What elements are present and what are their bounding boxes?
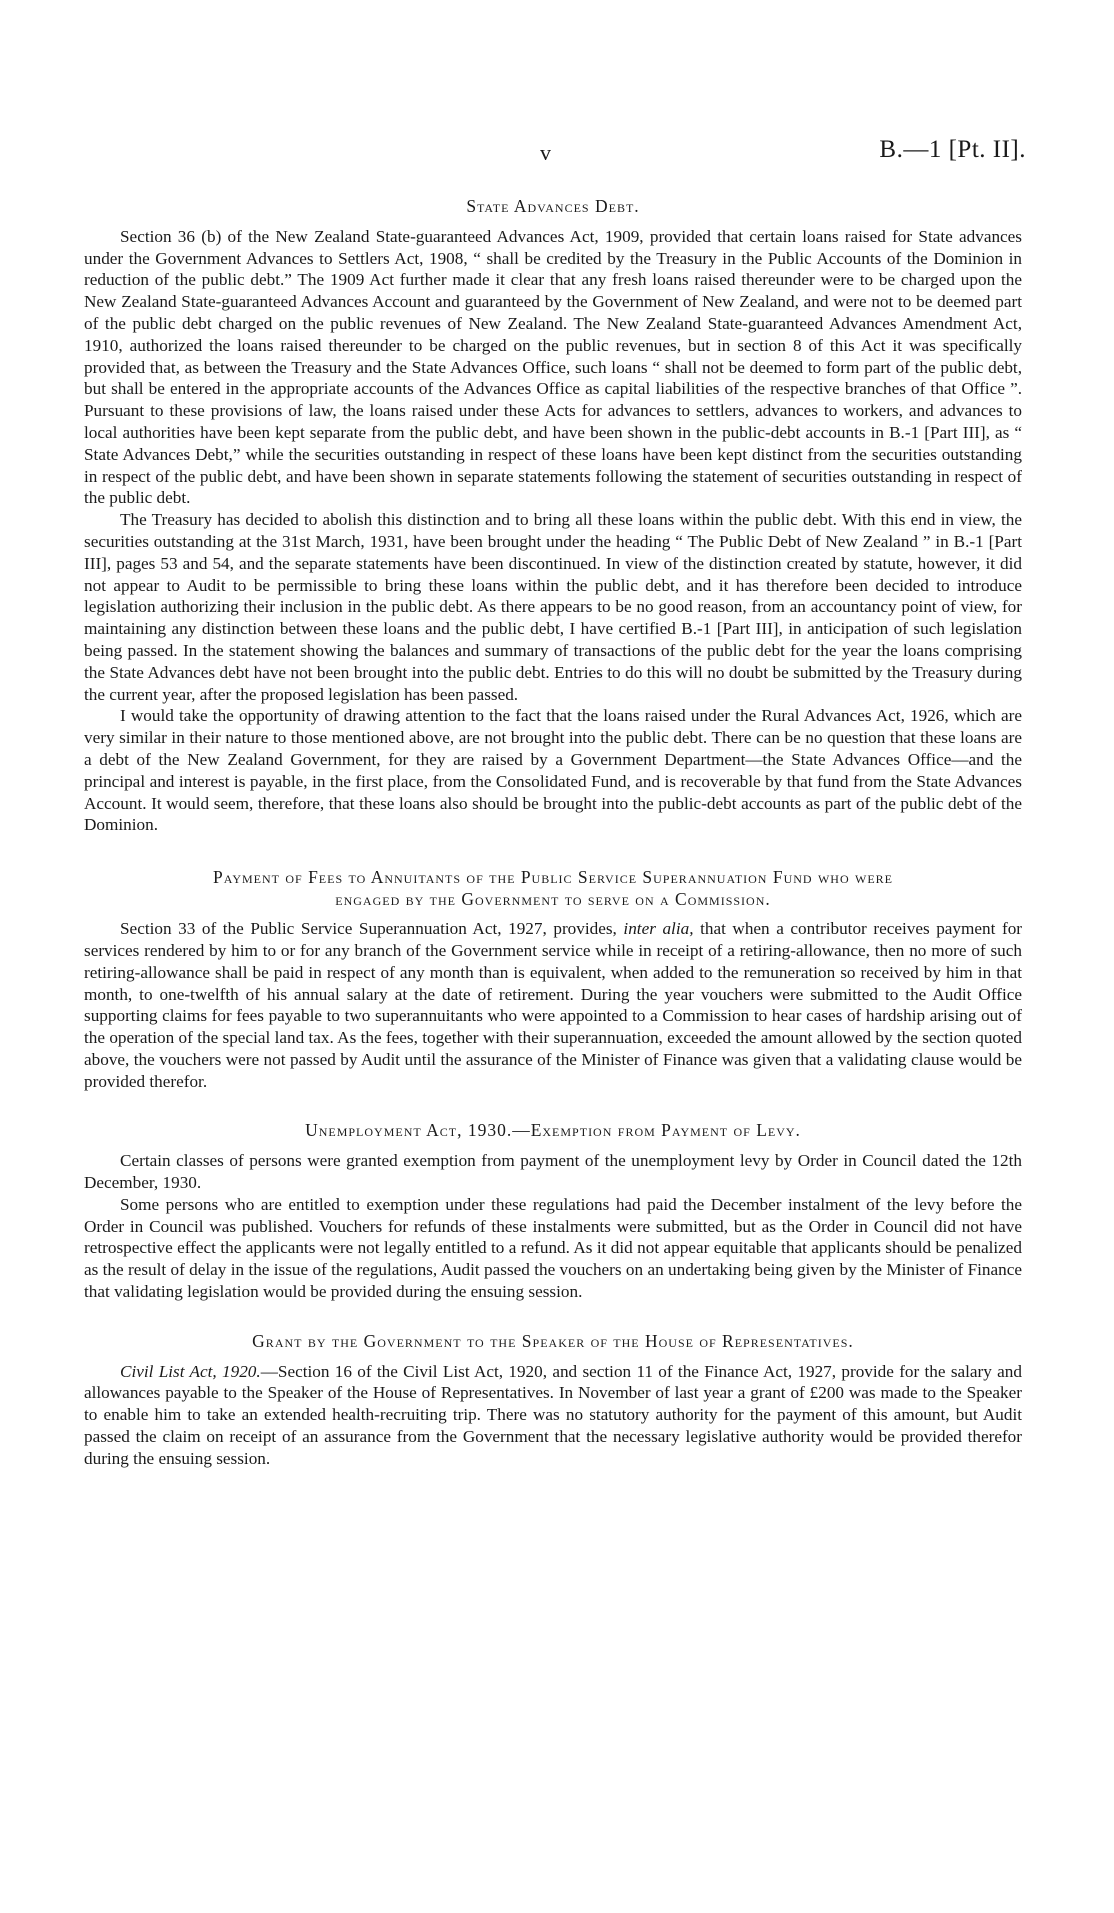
section-spacer	[84, 1092, 1022, 1120]
section-title-state-advances-debt: State Advances Debt.	[466, 196, 640, 216]
section-title-payment-of-fees	[84, 866, 1022, 910]
section-title-unemployment-act: Unemployment Act, 1930.—Exemption from Payment of Levy.	[305, 1120, 801, 1141]
document-reference: B.—1 [Pt. II].	[879, 136, 1026, 163]
paragraph: The Treasury has decided to abolish this distinction and to bring all these loans within the public debt. With this end in view, the securities outstanding at the 31st March, 1931, have been brought under the heading “ The Public Debt of New Zealand ” in B.-1 [Part III], pages 53 and 54, and the separate statements have been discontinued. In view of the distinction created by statute, however, it did not appear to Audit to be permissible to bring these loans within the public debt, and it has therefore been decided to introduce legislation authorizing their inclusion in the public debt. As there appears to be no good reason, from an accountancy point of view, for maintaining any distinction between these loans and the public debt, I have certified B.-1 [Part III], in anticipation of such legislation being passed. In the statement showing the balances and summary of transactions of the public debt for the year the loans comprising the State Advances debt have not been brought into the public debt. Entries to do this will no doubt be submitted by the Treasury during the current year, after the proposed legislation has been passed.	[84, 510, 1022, 704]
paragraph: I would take the opportunity of drawing attention to the fact that the loans raised under the Rural Advances Act, 1926, which are very similar in their nature to those mentioned above, are not brought into the public debt. There can be no question that these loans are a debt of the New Zealand Government, for they are raised by a Government Department—the State Advances Office—and the principal and interest is payable, in the first place, from the Consolidated Fund, and is recoverable by that fund from the State Advances Account. It would seem, therefore, that these loans also should be brought into the public-debt accounts as part of the public debt of the Dominion.	[84, 706, 1022, 835]
page-body	[84, 196, 1022, 1470]
section-title-line: engaged by the Government to serve on a Commission.	[335, 889, 771, 910]
text-run: Section 33 of the Public Service Superannuation Act, 1927, provides,	[120, 919, 624, 939]
paragraph: Certain classes of persons were granted exemption from payment of the unemployment levy by Order in Council dated the 12th December, 1930.	[84, 1151, 1022, 1193]
section-title-line: Payment of Fees to Annuitants of the Public Service Superannuation Fund who were	[213, 867, 893, 888]
paragraph	[84, 1361, 1022, 1470]
text-run: that when a contributor receives payment for services rendered by him to or for any branch of the Government service while in receipt of a retiring-allowance, then no more of such retiring-allowance shall be paid in respect of any month than is equivalent, when added to the remuneration so received by him in that month, to one-twelfth of his annual salary at the date of retirement. During the year vouchers were submitted to the Audit Office supporting claims for fees payable to two superannuitants who were appointed to a Commission to hear cases of hardship arising out of the operation of the special land tax. As the fees, together with their superannuation, exceeded the amount allowed by the section quoted above, the vouchers were not passed by Audit until the assurance of the Minister of Finance was given that a validating clause would be provided therefor.	[84, 919, 1023, 1091]
paragraph: Some persons who are entitled to exemption under these regulations had paid the December instalment of the levy before the Order in Council was published. Vouchers for refunds of these instalments were submitted, but as the Order in Council did not have retrospective effect the applicants were not legally entitled to a refund. As it did not appear equitable that applicants should be penalized as the result of delay in the issue of the regulations, Audit passed the vouchers on an undertaking being given by the Minister of Finance that validating legislation would be provided during the ensuing session.	[84, 1194, 1022, 1302]
text-run: —Section 16 of the Civil List Act, 1920, and section 11 of the Finance Act, 1927, provide for the salary and allowances payable to the Speaker of the House of Representatives. In November of last year a grant of £200 was made to the Speaker to enable him to take an extended health-recruiting trip. There was no statutory authority for the payment of this amount, but Audit passed the claim on receipt of an assurance from the Government that the necessary legislative authority would be provided therefor during the ensuing session.	[84, 1361, 1022, 1468]
italic-phrase: inter alia,	[623, 919, 694, 939]
section-title-grant-to-speaker: Grant by the Government to the Speaker of the House of Representatives.	[252, 1330, 854, 1351]
page-number: v	[540, 140, 551, 165]
paragraph: Section 36 (b) of the New Zealand State-guaranteed Advances Act, 1909, provided that certain loans raised for State advances under the Government Advances to Settlers Act, 1908, “ shall be credited by the Treasury in the Public Accounts of the Dominion in reduction of the public debt.” The 1909 Act further made it clear that any fresh loans raised thereunder were to be charged upon the New Zealand State-guaranteed Advances Account and guaranteed by the Government of New Zealand, and were not to be deemed part of the public debt charged on the public revenues of New Zealand. The New Zealand State-guaranteed Advances Amendment Act, 1910, authorized the loans raised thereunder to be charged on the public revenues, but in section 8 of this Act it was specifically provided that, as between the Treasury and the State Advances Office, such loans “ shall not be deemed to form part of the public debt, but shall be entered in the appropriate accounts of the Advances Office as capital liabilities of the respective branches of that Office ”. Pursuant to these provisions of law, the loans raised under these Acts for advances to settlers, advances to workers, and advances to local authorities have been kept separate from the public debt, and have been shown in the public-debt accounts in B.-1 [Part III], as “ State Advances Debt,” while the securities outstanding in respect of these loans have been kept distinct from the securities outstanding in respect of the public debt, and have been shown in separate statements following the statement of securities outstanding in respect of the public debt.	[84, 226, 1022, 508]
paragraph	[84, 918, 1022, 1092]
section-spacer	[84, 1303, 1022, 1331]
italic-phrase: Civil List Act, 1920.	[120, 1361, 261, 1381]
section-spacer	[84, 836, 1022, 866]
